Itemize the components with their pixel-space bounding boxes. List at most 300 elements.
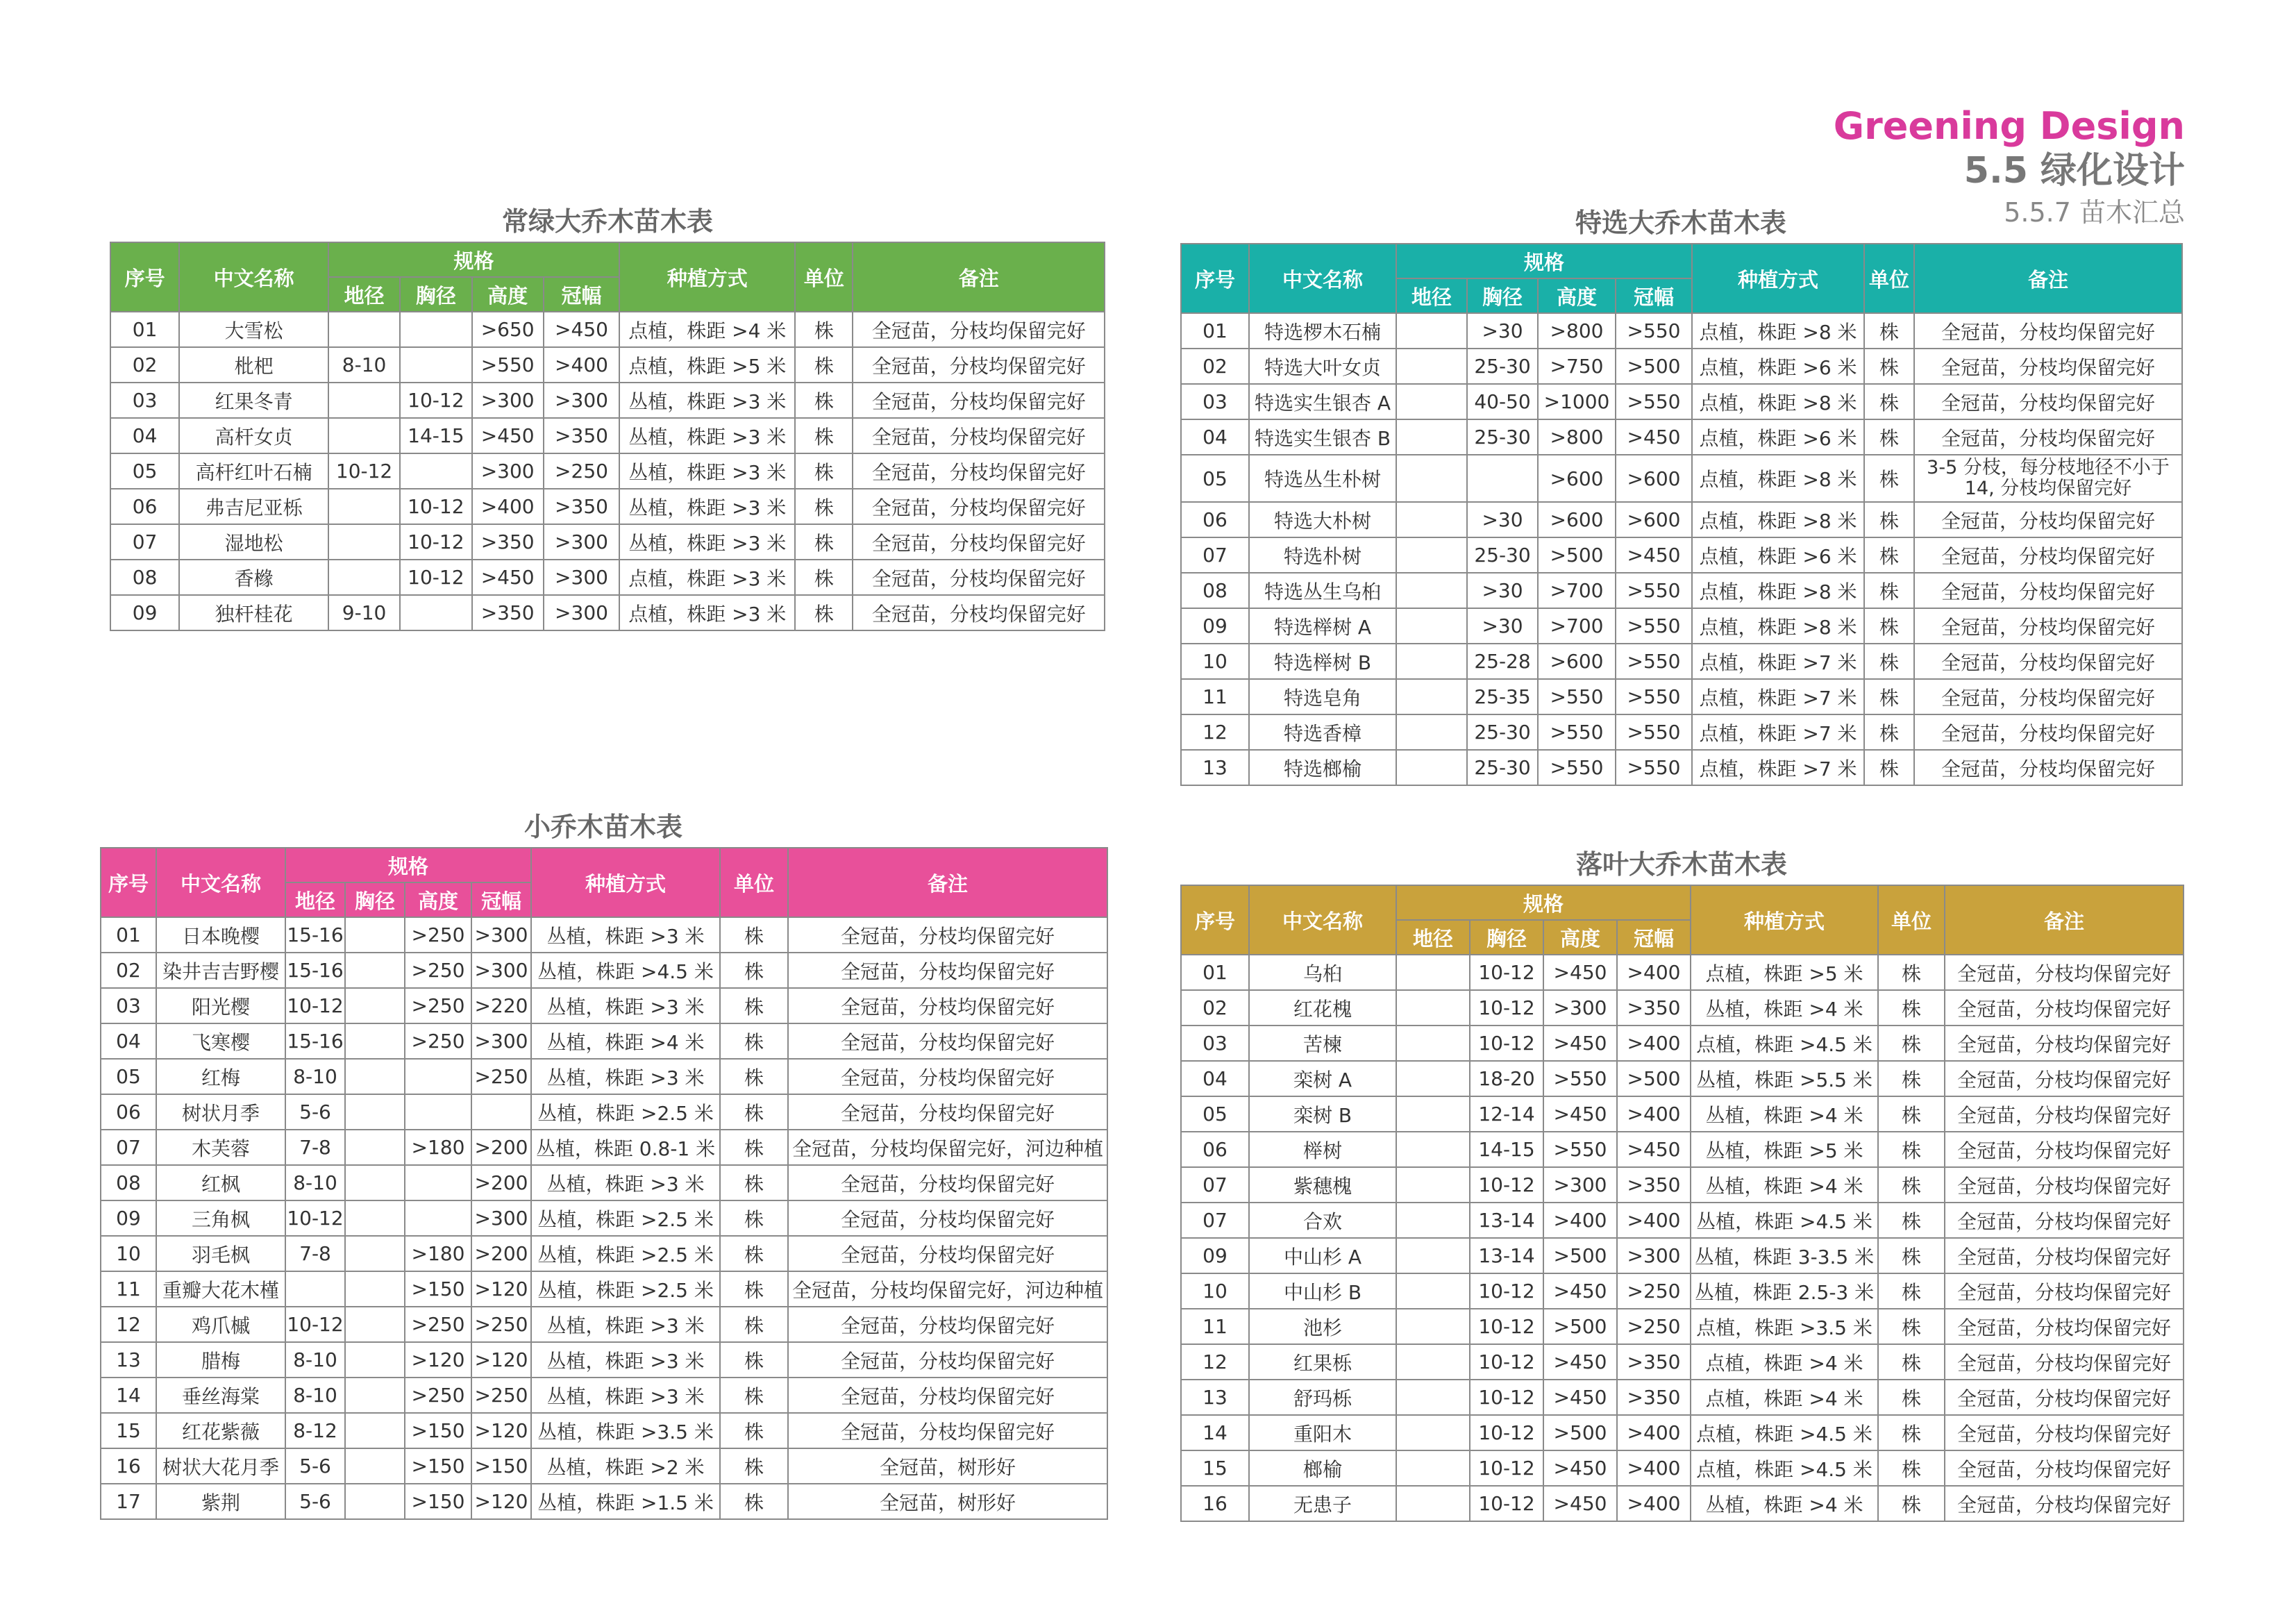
column-header-gf: 冠幅 — [471, 882, 531, 917]
row-number-cell: 16 — [1181, 1486, 1249, 1521]
breast-diameter-cell: 13-14 — [1470, 1203, 1543, 1238]
unit-cell: 株 — [795, 347, 853, 383]
plant-name-cell: 鸡爪槭 — [156, 1307, 285, 1342]
plant-name-cell: 中山杉 B — [1249, 1273, 1396, 1309]
note-cell: 全冠苗，分枝均保留完好 — [788, 1342, 1107, 1378]
crown-width-cell: >350 — [1617, 1344, 1691, 1380]
unit-cell: 株 — [1878, 1167, 1945, 1203]
planting-method-cell: 丛植，株距 3-3.5 米 — [1691, 1238, 1878, 1273]
plant-name-cell: 红花槐 — [1249, 990, 1396, 1026]
row-number-cell: 11 — [1181, 679, 1249, 714]
row-number-cell: 09 — [1181, 1238, 1249, 1273]
breast-diameter-cell: 10-12 — [1470, 1167, 1543, 1203]
note-cell: 全冠苗，分枝均保留完好 — [1945, 1061, 2184, 1096]
row-number-cell: 09 — [110, 595, 179, 630]
unit-cell: 株 — [1864, 714, 1914, 750]
height-cell: >550 — [1538, 679, 1616, 714]
height-cell: >450 — [1543, 1273, 1617, 1309]
planting-method-cell: 点植，株距 >7 米 — [1692, 714, 1864, 750]
unit-cell: 株 — [795, 312, 853, 347]
plant-name-cell: 紫穗槐 — [1249, 1167, 1396, 1203]
crown-width-cell: >300 — [544, 383, 619, 418]
table-row — [1181, 502, 2182, 537]
unit-cell: 株 — [1878, 1203, 1945, 1238]
height-cell: >550 — [1543, 1132, 1617, 1167]
row-number-cell: 05 — [101, 1059, 156, 1094]
breast-diameter-cell — [345, 1307, 405, 1342]
crown-width-cell: >550 — [1616, 679, 1692, 714]
row-number-cell: 08 — [110, 560, 179, 595]
planting-method-cell: 丛植，株距 >4 米 — [1691, 1167, 1878, 1203]
crown-width-cell: >300 — [471, 917, 531, 953]
unit-cell: 株 — [795, 418, 853, 453]
ground-diameter-cell — [1396, 1167, 1470, 1203]
note-cell: 3-5 分枝，每分枝地径不小于 14, 分枝均保留完好 — [1914, 455, 2182, 502]
height-cell: >700 — [1538, 573, 1616, 608]
ground-diameter-cell: 15-16 — [285, 917, 345, 953]
row-number-cell: 10 — [101, 1236, 156, 1271]
ground-diameter-cell: 10-12 — [285, 1200, 345, 1236]
crown-width-cell: >550 — [1616, 384, 1692, 419]
breast-diameter-cell — [345, 1484, 405, 1519]
column-header-unit: 单位 — [1878, 885, 1945, 955]
note-cell: 全冠苗，分枝均保留完好 — [1914, 502, 2182, 537]
ground-diameter-cell — [328, 560, 400, 595]
breast-diameter-cell — [345, 917, 405, 953]
ground-diameter-cell: 8-12 — [285, 1413, 345, 1448]
note-cell: 全冠苗，分枝均保留完好 — [1945, 1344, 2184, 1380]
table-row — [1181, 750, 2182, 785]
unit-cell: 株 — [1864, 644, 1914, 679]
plant-name-cell: 红梅 — [156, 1059, 285, 1094]
table-row — [1181, 955, 2184, 990]
crown-width-cell: >250 — [1617, 1309, 1691, 1344]
row-number-cell: 03 — [1181, 384, 1249, 419]
breast-diameter-cell: 25-35 — [1467, 679, 1538, 714]
breast-diameter-cell: 10-12 — [1470, 1309, 1543, 1344]
plant-name-cell: 特选大朴树 — [1249, 502, 1396, 537]
header-english-title: Greening Design — [1833, 104, 2185, 148]
crown-width-cell: >400 — [1617, 1203, 1691, 1238]
ground-diameter-cell: 15-16 — [285, 1023, 345, 1059]
table-row — [1181, 1238, 2184, 1273]
ground-diameter-cell: 8-10 — [285, 1378, 345, 1413]
planting-method-cell: 丛植，株距 >4.5 米 — [1691, 1203, 1878, 1238]
unit-cell: 株 — [720, 1236, 788, 1271]
breast-diameter-cell — [400, 347, 471, 383]
plant-name-cell: 弗吉尼亚栎 — [179, 489, 328, 524]
ground-diameter-cell — [1396, 455, 1467, 502]
crown-width-cell: >250 — [544, 453, 619, 489]
crown-width-cell: >300 — [544, 560, 619, 595]
planting-method-cell: 点植，株距 >3 米 — [619, 560, 795, 595]
height-cell: >800 — [1538, 313, 1616, 349]
ground-diameter-cell: 7-8 — [285, 1130, 345, 1165]
breast-diameter-cell — [345, 1413, 405, 1448]
note-cell: 全冠苗，分枝均保留完好 — [1945, 1132, 2184, 1167]
planting-method-cell: 点植，株距 >8 米 — [1692, 313, 1864, 349]
breast-diameter-cell: 10-12 — [1470, 990, 1543, 1026]
column-header-note: 备注 — [788, 848, 1107, 917]
plant-name-cell: 中山杉 A — [1249, 1238, 1396, 1273]
crown-width-cell: >400 — [1617, 1450, 1691, 1486]
height-cell: >650 — [472, 312, 544, 347]
table-row — [101, 1271, 1107, 1307]
planting-method-cell: 丛植，株距 >3 米 — [531, 1342, 720, 1378]
plant-name-cell: 高杆红叶石楠 — [179, 453, 328, 489]
breast-diameter-cell: 10-12 — [1470, 1450, 1543, 1486]
row-number-cell: 05 — [1181, 1096, 1249, 1132]
height-cell: >600 — [1538, 644, 1616, 679]
column-header-dj: 地径 — [328, 277, 400, 312]
ground-diameter-cell — [1396, 1415, 1470, 1450]
height-cell: >180 — [405, 1236, 471, 1271]
deciduous-table — [1180, 885, 2184, 1522]
note-cell: 全冠苗，分枝均保留完好 — [788, 1023, 1107, 1059]
plant-name-cell: 特选实生银杏 B — [1249, 419, 1396, 455]
table-row — [1181, 1344, 2184, 1380]
crown-width-cell: >300 — [544, 524, 619, 560]
ground-diameter-cell — [1396, 537, 1467, 573]
crown-width-cell: >250 — [471, 1059, 531, 1094]
ground-diameter-cell: 10-12 — [285, 1307, 345, 1342]
plant-name-cell: 红果冬青 — [179, 383, 328, 418]
crown-width-cell: >120 — [471, 1484, 531, 1519]
row-number-cell: 01 — [101, 917, 156, 953]
planting-method-cell: 点植，株距 >6 米 — [1692, 419, 1864, 455]
column-header-method: 种植方式 — [1692, 244, 1864, 313]
table-row — [1181, 1132, 2184, 1167]
height-cell: >450 — [1543, 1486, 1617, 1521]
breast-diameter-cell: 25-30 — [1467, 714, 1538, 750]
ground-diameter-cell — [1396, 573, 1467, 608]
table-row — [1181, 1096, 2184, 1132]
breast-diameter-cell: 25-30 — [1467, 750, 1538, 785]
plant-name-cell: 重瓣大花木槿 — [156, 1271, 285, 1307]
breast-diameter-cell — [345, 1271, 405, 1307]
planting-method-cell: 丛植，株距 >3 米 — [619, 383, 795, 418]
plant-name-cell: 特选榉树 B — [1249, 644, 1396, 679]
breast-diameter-cell: >30 — [1467, 573, 1538, 608]
row-number-cell: 02 — [101, 953, 156, 988]
column-header-unit: 单位 — [795, 242, 853, 312]
unit-cell: 株 — [1878, 1061, 1945, 1096]
ground-diameter-cell — [1396, 1238, 1470, 1273]
row-number-cell: 06 — [110, 489, 179, 524]
plant-name-cell: 羽毛枫 — [156, 1236, 285, 1271]
table-row — [101, 1448, 1107, 1484]
ground-diameter-cell — [1396, 1273, 1470, 1309]
unit-cell: 株 — [1864, 608, 1914, 644]
crown-width-cell: >120 — [471, 1413, 531, 1448]
note-cell: 全冠苗，分枝均保留完好 — [788, 1200, 1107, 1236]
row-number-cell: 09 — [1181, 608, 1249, 644]
note-cell: 全冠苗，分枝均保留完好 — [853, 560, 1105, 595]
unit-cell: 株 — [720, 1484, 788, 1519]
crown-width-cell: >600 — [1616, 455, 1692, 502]
breast-diameter-cell — [345, 1200, 405, 1236]
row-number-cell: 16 — [101, 1448, 156, 1484]
note-cell: 全冠苗，分枝均保留完好 — [853, 524, 1105, 560]
plant-name-cell: 合欢 — [1249, 1203, 1396, 1238]
row-number-cell: 02 — [1181, 349, 1249, 384]
unit-cell: 株 — [1864, 502, 1914, 537]
row-number-cell: 04 — [1181, 1061, 1249, 1096]
ground-diameter-cell — [328, 312, 400, 347]
crown-width-cell: >250 — [1617, 1273, 1691, 1309]
row-number-cell: 03 — [1181, 1026, 1249, 1061]
plant-name-cell: 特选丛生乌桕 — [1249, 573, 1396, 608]
table-row — [101, 1342, 1107, 1378]
unit-cell: 株 — [1864, 349, 1914, 384]
crown-width-cell: >200 — [471, 1165, 531, 1200]
crown-width-cell: >350 — [1617, 1380, 1691, 1415]
table-row — [101, 1130, 1107, 1165]
breast-diameter-cell: >30 — [1467, 502, 1538, 537]
table-row — [110, 347, 1105, 383]
column-header-name: 中文名称 — [1249, 244, 1396, 313]
crown-width-cell: >450 — [544, 312, 619, 347]
table-row — [101, 953, 1107, 988]
row-number-cell: 15 — [1181, 1450, 1249, 1486]
note-cell: 全冠苗，分枝均保留完好 — [1914, 608, 2182, 644]
row-number-cell: 01 — [1181, 955, 1249, 990]
column-header-note: 备注 — [853, 242, 1105, 312]
column-header-method: 种植方式 — [1691, 885, 1878, 955]
row-number-cell: 01 — [1181, 313, 1249, 349]
height-cell: >250 — [405, 988, 471, 1023]
crown-width-cell: >550 — [1616, 750, 1692, 785]
table-row — [1181, 537, 2182, 573]
column-header-gd: 高度 — [472, 277, 544, 312]
planting-method-cell: 点植，株距 >4 米 — [619, 312, 795, 347]
height-cell: >750 — [1538, 349, 1616, 384]
table-row — [1181, 1026, 2184, 1061]
height-cell: >250 — [405, 1378, 471, 1413]
row-number-cell: 07 — [110, 524, 179, 560]
special-table — [1180, 243, 2183, 786]
note-cell: 全冠苗，分枝均保留完好，河边种植 — [788, 1271, 1107, 1307]
height-cell: >180 — [405, 1130, 471, 1165]
planting-method-cell: 丛植，株距 >2.5 米 — [531, 1200, 720, 1236]
unit-cell: 株 — [795, 489, 853, 524]
row-number-cell: 06 — [1181, 502, 1249, 537]
breast-diameter-cell — [345, 1236, 405, 1271]
height-cell: >250 — [405, 1023, 471, 1059]
crown-width-cell: >400 — [1617, 1486, 1691, 1521]
breast-diameter-cell — [345, 1448, 405, 1484]
column-header-spec: 规格 — [328, 242, 619, 277]
crown-width-cell: >500 — [1616, 349, 1692, 384]
row-number-cell: 17 — [101, 1484, 156, 1519]
unit-cell: 株 — [795, 524, 853, 560]
planting-method-cell: 点植，株距 >7 米 — [1692, 644, 1864, 679]
height-cell: >550 — [1538, 714, 1616, 750]
breast-diameter-cell: >30 — [1467, 313, 1538, 349]
height-cell: >150 — [405, 1271, 471, 1307]
table-row — [110, 312, 1105, 347]
crown-width-cell: >450 — [1616, 419, 1692, 455]
crown-width-cell: >400 — [1617, 1026, 1691, 1061]
crown-width-cell: >600 — [1616, 502, 1692, 537]
unit-cell: 株 — [720, 1378, 788, 1413]
crown-width-cell: >300 — [471, 953, 531, 988]
crown-width-cell: >150 — [471, 1448, 531, 1484]
ground-diameter-cell — [1396, 419, 1467, 455]
note-cell: 全冠苗，分枝均保留完好 — [1945, 1486, 2184, 1521]
planting-method-cell: 点植，株距 >8 米 — [1692, 573, 1864, 608]
note-cell: 全冠苗，分枝均保留完好 — [1945, 1415, 2184, 1450]
note-cell: 全冠苗，分枝均保留完好 — [1945, 1238, 2184, 1273]
planting-method-cell: 点植，株距 >8 米 — [1692, 502, 1864, 537]
ground-diameter-cell: 7-8 — [285, 1236, 345, 1271]
breast-diameter-cell: 25-30 — [1467, 349, 1538, 384]
unit-cell: 株 — [720, 917, 788, 953]
crown-width-cell: >120 — [471, 1271, 531, 1307]
ground-diameter-cell: 9-10 — [328, 595, 400, 630]
breast-diameter-cell: 10-12 — [1470, 1273, 1543, 1309]
unit-cell: 株 — [1864, 419, 1914, 455]
height-cell: >450 — [472, 418, 544, 453]
evergreen-table-block — [110, 201, 1105, 631]
ground-diameter-cell — [1396, 349, 1467, 384]
deciduous-table-block — [1180, 844, 2183, 1522]
plant-name-cell: 池杉 — [1249, 1309, 1396, 1344]
note-cell: 全冠苗，分枝均保留完好 — [1945, 1309, 2184, 1344]
note-cell: 全冠苗，分枝均保留完好 — [1945, 1380, 2184, 1415]
table-row — [1181, 573, 2182, 608]
column-header-unit: 单位 — [1864, 244, 1914, 313]
ground-diameter-cell: 5-6 — [285, 1094, 345, 1130]
breast-diameter-cell: 10-12 — [1470, 1415, 1543, 1450]
breast-diameter-cell — [345, 1094, 405, 1130]
note-cell: 全冠苗，分枝均保留完好 — [1945, 1096, 2184, 1132]
row-number-cell: 11 — [101, 1271, 156, 1307]
breast-diameter-cell: 10-12 — [1470, 1486, 1543, 1521]
breast-diameter-cell: >30 — [1467, 608, 1538, 644]
unit-cell: 株 — [1878, 1096, 1945, 1132]
table-row — [1181, 990, 2184, 1026]
column-header-no: 序号 — [1181, 885, 1249, 955]
unit-cell: 株 — [795, 383, 853, 418]
plant-name-cell: 枇杷 — [179, 347, 328, 383]
crown-width-cell: >250 — [471, 1307, 531, 1342]
planting-method-cell: 丛植，株距 >3 米 — [619, 418, 795, 453]
table-row — [101, 1200, 1107, 1236]
row-number-cell: 12 — [101, 1307, 156, 1342]
unit-cell: 株 — [1878, 1273, 1945, 1309]
ground-diameter-cell: 5-6 — [285, 1448, 345, 1484]
column-header-no: 序号 — [110, 242, 179, 312]
row-number-cell: 08 — [101, 1165, 156, 1200]
note-cell: 全冠苗，分枝均保留完好 — [788, 988, 1107, 1023]
breast-diameter-cell: 25-30 — [1467, 419, 1538, 455]
crown-width-cell: >120 — [471, 1342, 531, 1378]
ground-diameter-cell: 8-10 — [285, 1165, 345, 1200]
ground-diameter-cell — [1396, 1309, 1470, 1344]
ground-diameter-cell — [1396, 384, 1467, 419]
ground-diameter-cell — [1396, 1380, 1470, 1415]
note-cell: 全冠苗，分枝均保留完好 — [1945, 1167, 2184, 1203]
unit-cell: 株 — [720, 1271, 788, 1307]
height-cell — [405, 1059, 471, 1094]
note-cell: 全冠苗，分枝均保留完好 — [853, 595, 1105, 630]
height-cell: >450 — [1543, 1380, 1617, 1415]
breast-diameter-cell: 13-14 — [1470, 1238, 1543, 1273]
unit-cell: 株 — [720, 1307, 788, 1342]
table-row — [1181, 1203, 2184, 1238]
row-number-cell: 07 — [101, 1130, 156, 1165]
crown-width-cell: >250 — [471, 1378, 531, 1413]
planting-method-cell: 点植，株距 >4 米 — [1691, 1380, 1878, 1415]
plant-name-cell: 大雪松 — [179, 312, 328, 347]
unit-cell: 株 — [1878, 1344, 1945, 1380]
height-cell: >800 — [1538, 419, 1616, 455]
unit-cell: 株 — [720, 1023, 788, 1059]
breast-diameter-cell: 10-12 — [1470, 1026, 1543, 1061]
height-cell: >500 — [1543, 1238, 1617, 1273]
crown-width-cell: >550 — [1616, 644, 1692, 679]
unit-cell: 株 — [1878, 1450, 1945, 1486]
unit-cell: 株 — [720, 1165, 788, 1200]
table-row — [1181, 1380, 2184, 1415]
row-number-cell: 13 — [1181, 1380, 1249, 1415]
table-row — [101, 1413, 1107, 1448]
plant-name-cell: 香橼 — [179, 560, 328, 595]
breast-diameter-cell: 12-14 — [1470, 1096, 1543, 1132]
table-row — [101, 1236, 1107, 1271]
row-number-cell: 05 — [110, 453, 179, 489]
breast-diameter-cell: 14-15 — [1470, 1132, 1543, 1167]
planting-method-cell: 点植，株距 >7 米 — [1692, 750, 1864, 785]
plant-name-cell: 无患子 — [1249, 1486, 1396, 1521]
table-row — [110, 489, 1105, 524]
ground-diameter-cell: 15-16 — [285, 953, 345, 988]
note-cell: 全冠苗，分枝均保留完好 — [1914, 573, 2182, 608]
ground-diameter-cell — [1396, 750, 1467, 785]
note-cell: 全冠苗，分枝均保留完好 — [1945, 1273, 2184, 1309]
ground-diameter-cell — [1396, 714, 1467, 750]
note-cell: 全冠苗，分枝均保留完好，河边种植 — [788, 1130, 1107, 1165]
note-cell: 全冠苗，分枝均保留完好 — [788, 917, 1107, 953]
planting-method-cell: 丛植，株距 >3 米 — [619, 524, 795, 560]
column-header-gd: 高度 — [405, 882, 471, 917]
planting-method-cell: 丛植，株距 >3 米 — [531, 1165, 720, 1200]
note-cell: 全冠苗，分枝均保留完好 — [1914, 384, 2182, 419]
planting-method-cell: 点植，株距 >8 米 — [1692, 455, 1864, 502]
planting-method-cell: 点植，株距 >4.5 米 — [1691, 1026, 1878, 1061]
table-row — [1181, 384, 2182, 419]
column-header-dj: 地径 — [285, 882, 345, 917]
table-row — [101, 1094, 1107, 1130]
unit-cell: 株 — [720, 1200, 788, 1236]
column-header-xj: 胸径 — [400, 277, 471, 312]
crown-width-cell — [471, 1094, 531, 1130]
row-number-cell: 09 — [101, 1200, 156, 1236]
height-cell: >350 — [472, 595, 544, 630]
crown-width-cell: >300 — [471, 1023, 531, 1059]
column-header-xj: 胸径 — [1467, 278, 1538, 313]
evergreen-table-title: 常绿大乔木苗木表 — [501, 206, 713, 237]
plant-name-cell: 特选榔榆 — [1249, 750, 1396, 785]
row-number-cell: 13 — [101, 1342, 156, 1378]
table-row — [110, 595, 1105, 630]
column-header-gf: 冠幅 — [544, 277, 619, 312]
ground-diameter-cell: 8-10 — [285, 1342, 345, 1378]
table-row — [1181, 1486, 2184, 1521]
plant-name-cell: 染井吉吉野樱 — [156, 953, 285, 988]
ground-diameter-cell — [1396, 955, 1470, 990]
